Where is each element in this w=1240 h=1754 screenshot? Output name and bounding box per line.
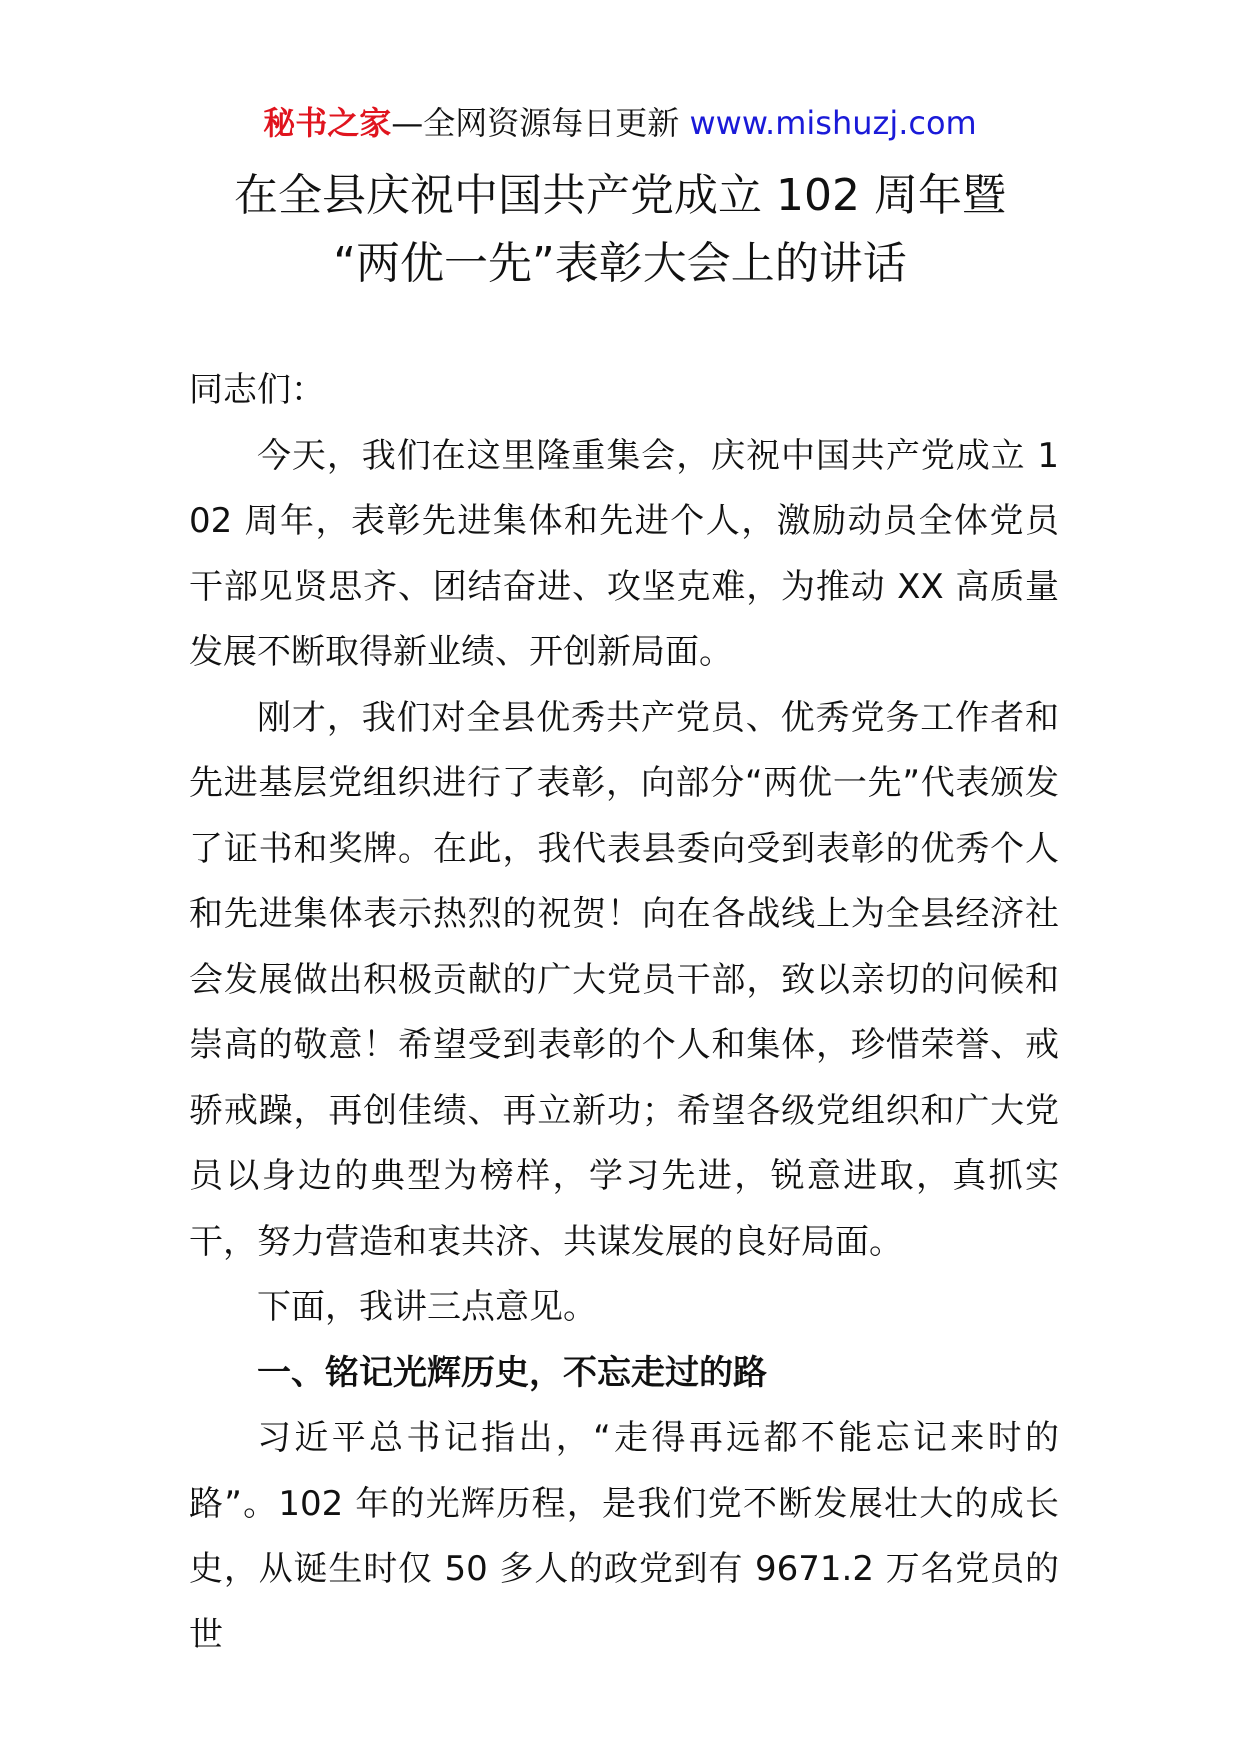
paragraph-outline: 下面，我讲三点意见。 — [257, 1287, 597, 1327]
section-heading-1: 一、铭记光辉历史，不忘走过的路 — [257, 1352, 767, 1393]
document-body — [189, 358, 1059, 1668]
banner-slogan: —全网资源每日更新 — [391, 104, 680, 142]
paragraph-commendation: 刚才，我们对全县优秀共产党员、优秀党务工作者和先进基层党组织进行了表彰，向部分“两优一先”代表颁发了证书和奖牌。在此，我代表县委向受到表彰的优秀个人和先进集体表示热烈的祝贺！向在各战线上为全县经济社会发展做出积极贡献的广大党员干部，致以亲切的问候和崇高的敬意！希望受到表彰的个人和集体，珍惜荣誉、戒骄戒躁，再创佳绩、再立新功；希望各级党组织和广大党员以身边的典型为榜样，学习先进，锐意进取，真抓实干，努力营造和衷共济、共谋发展的良好局面。 — [189, 697, 1059, 1262]
brand-name: 秘书之家 — [263, 104, 392, 142]
document-title — [0, 162, 1240, 298]
title-line-2: “两优一先”表彰大会上的讲话 — [333, 238, 907, 289]
paragraph-opening: 今天，我们在这里隆重集会，庆祝中国共产党成立 102 周年，表彰先进集体和先进个人，激励动员全体党员干部见贤思齐、团结奋进、攻坚克难，为推动 XX 高质量发展不断取得新业绩、开创新局面。 — [189, 435, 1059, 672]
site-banner — [0, 100, 1240, 146]
title-line-1: 在全县庆祝中国共产党成立 102 周年暨 — [234, 170, 1006, 221]
site-url[interactable]: www.mishuzj.com — [689, 104, 977, 142]
section-1-paragraph: 习近平总书记指出，“走得再远都不能忘记来时的路”。102 年的光辉历程，是我们党不断发展壮大的成长史，从诞生时仅 50 多人的政党到有 9671.2 万名党员的世 — [189, 1418, 1059, 1655]
salutation: 同志们： — [189, 370, 325, 410]
